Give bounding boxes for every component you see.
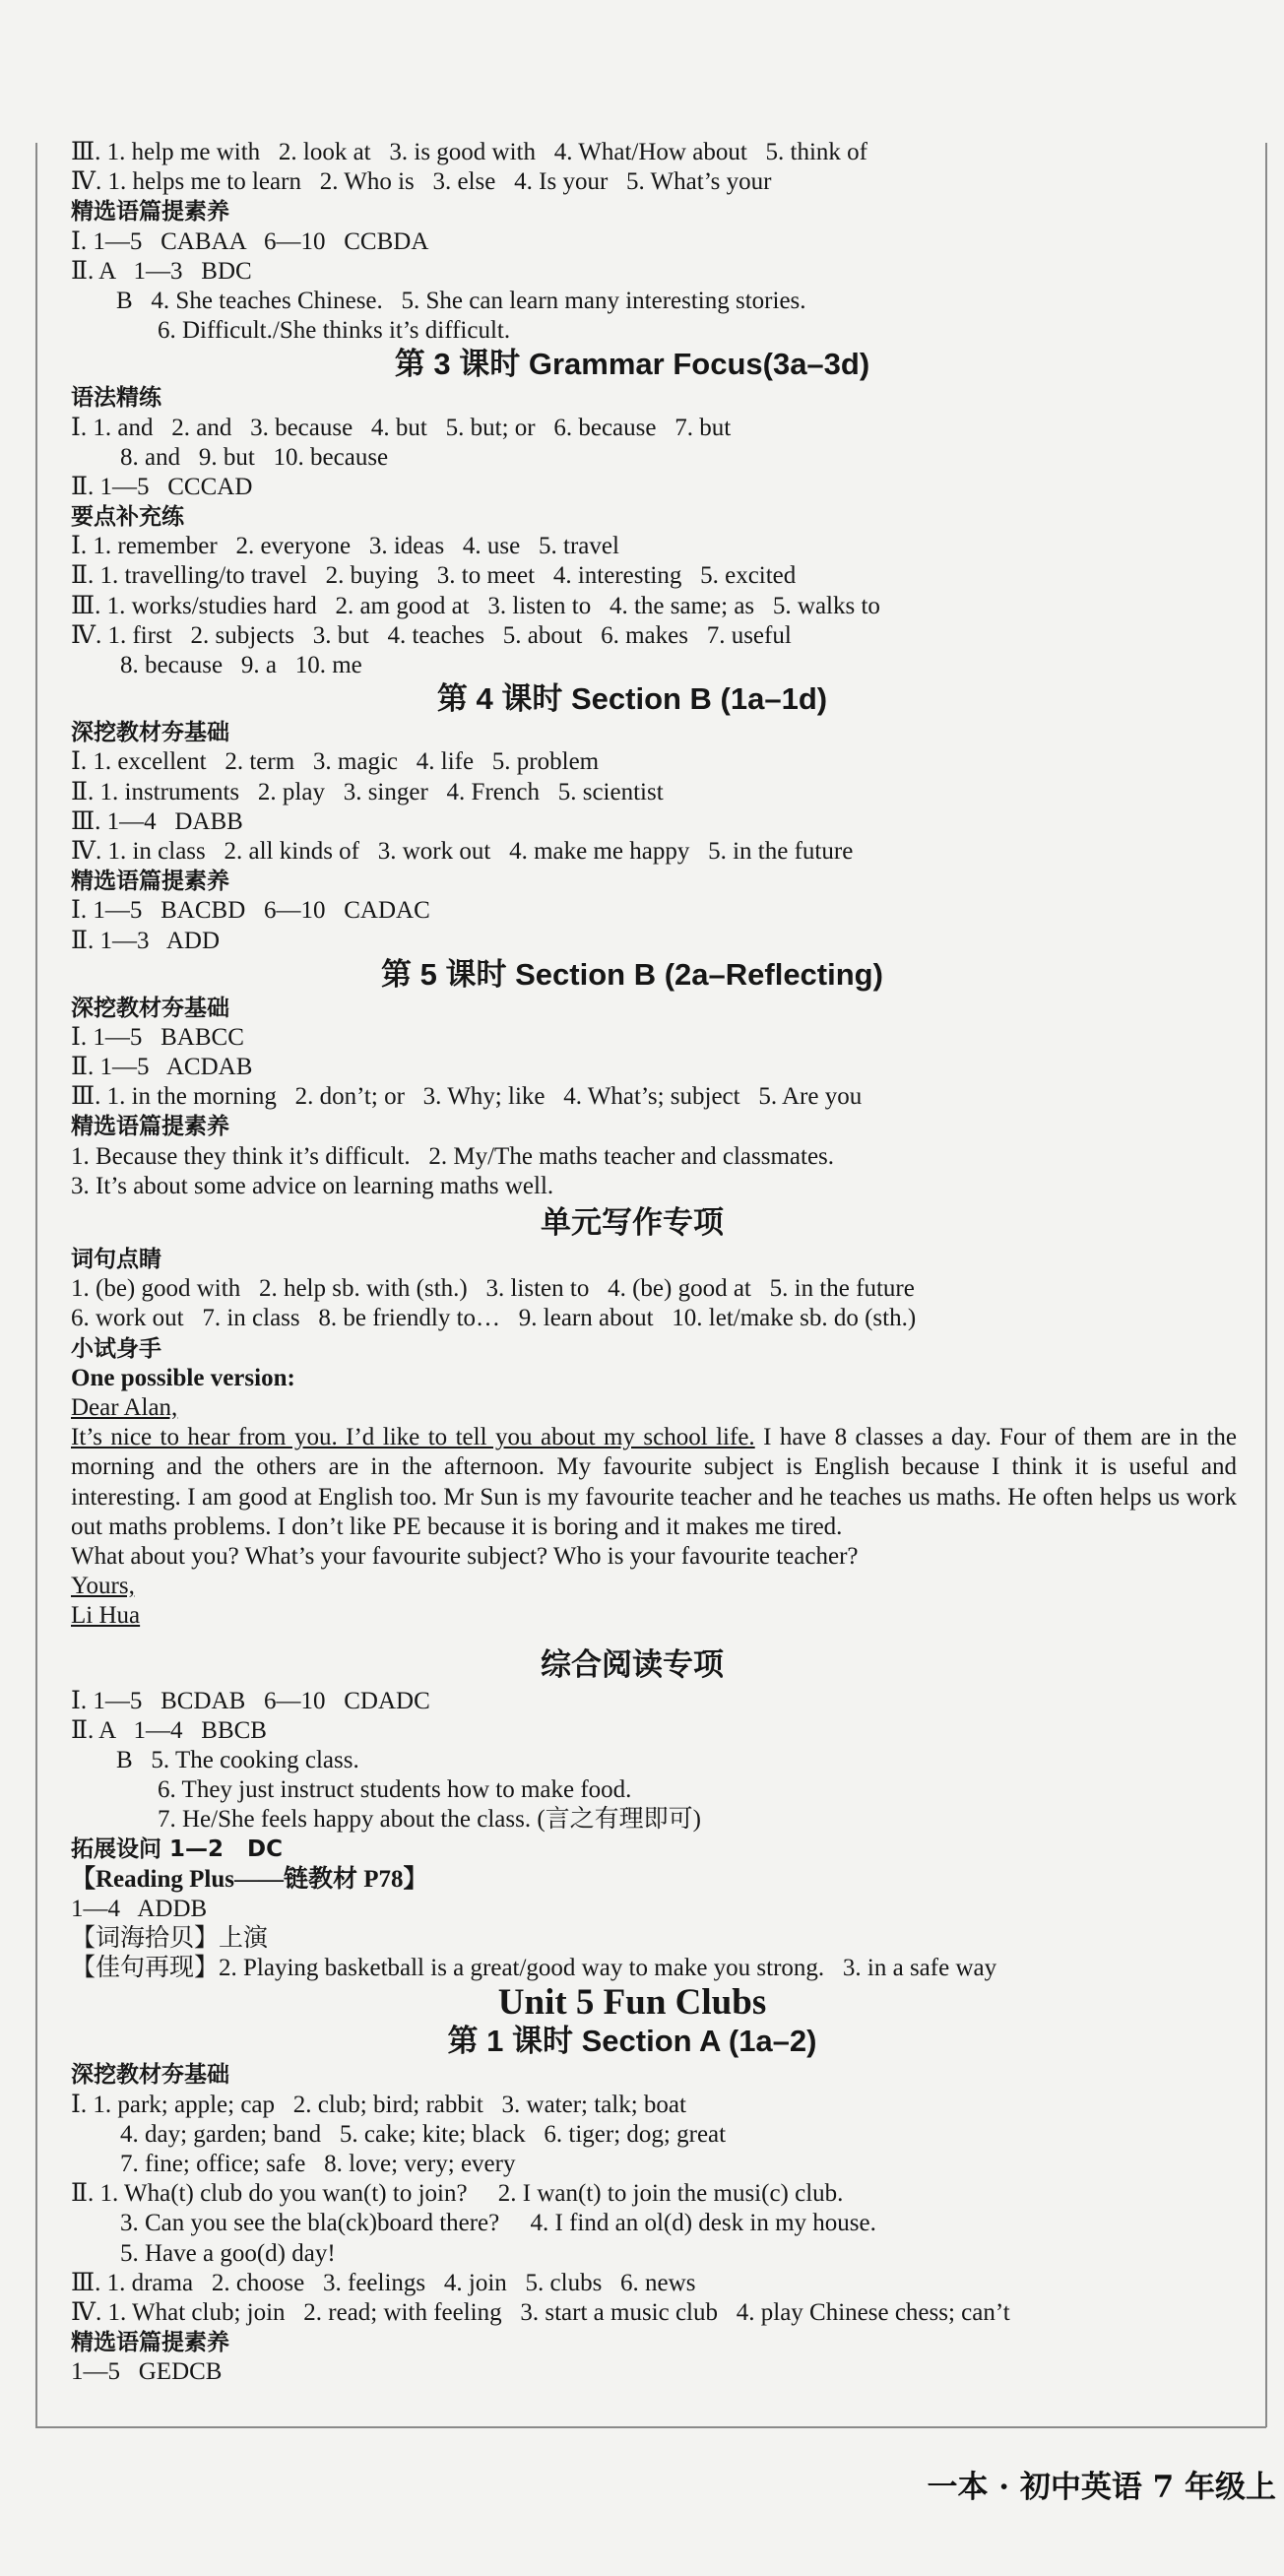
- answer-line: 【佳句再现】2. Playing basketball is a great/good way to make you strong. 3. in a safe way: [71, 1955, 997, 1982]
- right-margin-rule: [1265, 143, 1267, 2427]
- answer-line: 6. work out 7. in class 8. be friendly to… 9. learn about 10. let/make sb. do (sth.): [71, 1305, 917, 1332]
- letter-signature: [71, 1601, 1252, 1631]
- answer-line: 1. Because they think it’s difficult. 2. My/The maths teacher and classmates.: [71, 1142, 835, 1170]
- answer-line: 3. Can you see the bla(ck)board there? 4. I find an ol(d) desk in my house.: [120, 2210, 876, 2237]
- letter-closing-question: What about you? What’s your favourite subject? Who is your favourite teacher?: [71, 1542, 859, 1570]
- section-heading: 精选语篇提素养: [71, 2330, 229, 2356]
- answer-line: 3. It’s about some advice on learning maths well.: [71, 1172, 554, 1199]
- section-heading: 深挖教材夯基础: [71, 995, 229, 1021]
- letter-opening: It’s nice to hear from you. I’d like to tell you about my school life.: [71, 1424, 755, 1451]
- letter-greeting: [71, 1393, 1252, 1423]
- answer-line: 6. Difficult./She thinks it’s difficult.: [158, 317, 511, 345]
- answer-line: Ⅱ. 1—3 ADD: [71, 927, 221, 954]
- answer-line: Ⅱ. 1—5 CCCAD: [71, 473, 253, 500]
- answer-line: Ⅰ. 1—5 CABAA 6—10 CCBDA: [71, 227, 429, 255]
- writing-section-title: 单元写作专项: [541, 1205, 724, 1241]
- answer-line: Ⅰ. 1—5 BCDAB 6—10 CDADC: [71, 1687, 430, 1714]
- answer-line: 5. Have a goo(d) day!: [120, 2239, 336, 2267]
- answer-line: Ⅲ. 1. help me with 2. look at 3. is good with 4. What/How about 5. think of: [71, 139, 867, 165]
- answer-line: Ⅳ. 1. What club; join 2. read; with feeling 3. start a music club 4. play Chinese chess; can’t: [71, 2298, 1010, 2326]
- reading-plus-label: 【Reading Plus——链教材 P78】: [71, 1865, 428, 1893]
- section-heading: 拓展设问 1—2 DC: [71, 1836, 284, 1863]
- section-heading: 语法精练: [71, 385, 161, 412]
- letter-signature-text: Li Hua: [71, 1602, 141, 1630]
- section-heading: 词句点睛: [71, 1247, 161, 1272]
- answer-line: Ⅱ. 1. instruments 2. play 3. singer 4. French 5. scientist: [71, 778, 664, 805]
- answer-line: Ⅲ. 1. drama 2. choose 3. feelings 4. join 5. clubs 6. news: [71, 2269, 696, 2296]
- answer-line: Ⅰ. 1. and 2. and 3. because 4. but 5. but; or 6. because 7. but: [71, 414, 732, 441]
- answer-line: 4. day; garden; band 5. cake; kite; black 6. tiger; dog; great: [120, 2120, 727, 2148]
- answer-line: Ⅲ. 1. works/studies hard 2. am good at 3. listen to 4. the same; as 5. walks to: [71, 592, 880, 619]
- answer-line: Ⅱ. A 1—3 BDC: [71, 257, 252, 285]
- answer-line: B 4. She teaches Chinese. 5. She can learn many interesting stories.: [116, 287, 806, 314]
- lesson-title: 第 4 课时 Section B (1a–1d): [436, 681, 828, 717]
- sample-version-label: One possible version:: [71, 1364, 295, 1391]
- section-heading: 小试身手: [71, 1335, 161, 1362]
- bottom-rule: [35, 2426, 1266, 2428]
- answer-line: Ⅳ. 1. first 2. subjects 3. but 4. teaches 5. about 6. makes 7. useful: [71, 621, 792, 649]
- answer-line: Ⅱ. 1. Wha(t) club do you wan(t) to join? 2. I wan(t) to join the musi(c) club.: [71, 2180, 844, 2208]
- answer-line: Ⅳ. 1. in class 2. all kinds of 3. work out 4. make me happy 5. in the future: [71, 837, 854, 865]
- answer-line: 8. and 9. but 10. because: [120, 443, 389, 471]
- answer-line: Ⅰ. 1—5 BACBD 6—10 CADAC: [71, 897, 430, 925]
- answer-line: 1. (be) good with 2. help sb. with (sth.) 3. listen to 4. (be) good at 5. in the future: [71, 1275, 915, 1303]
- answer-line: Ⅰ. 1. remember 2. everyone 3. ideas 4. use 5. travel: [71, 533, 619, 560]
- answer-line: 7. fine; office; safe 8. love; very; every: [120, 2150, 516, 2177]
- lesson-title: 第 1 课时 Section A (1a–2): [447, 2024, 817, 2059]
- letter-body: [71, 1423, 1237, 1542]
- answer-line: Ⅰ. 1. park; apple; cap 2. club; bird; rabbit 3. water; talk; boat: [71, 2091, 686, 2118]
- answer-line: Ⅲ. 1—4 DABB: [71, 807, 243, 835]
- unit-title: Unit 5 Fun Clubs: [497, 1982, 767, 2024]
- answer-line: Ⅳ. 1. helps me to learn 2. Who is 3. else 4. Is your 5. What’s your: [71, 168, 772, 196]
- answer-line: 1—5 GEDCB: [71, 2358, 223, 2386]
- section-heading: 要点补充练: [71, 504, 184, 531]
- lesson-title: 第 5 课时 Section B (2a–Reflecting): [381, 956, 883, 992]
- answer-line: Ⅰ. 1. excellent 2. term 3. magic 4. life 5. problem: [71, 748, 600, 776]
- section-heading: 精选语篇提素养: [71, 199, 229, 225]
- letter-body-text: I have 8 classes a day. Four of them are in the morning and the others are in the afternoon. My favourite subject is English because I think it is useful and interesting. I am good at English too. Mr Sun is my favourite teacher and he teaches us maths. He often helps us work out maths problems. I don’t like PE because it is boring and it makes me tired.: [71, 1424, 1237, 1540]
- answer-line: Ⅱ. 1. travelling/to travel 2. buying 3. to meet 4. interesting 5. excited: [71, 562, 797, 590]
- answer-content: [71, 138, 1252, 2387]
- answer-line: 8. because 9. a 10. me: [120, 652, 362, 678]
- letter-greeting-text: Dear Alan,: [71, 1393, 178, 1421]
- answer-line: Ⅱ. A 1—4 BBCB: [71, 1716, 267, 1744]
- section-heading: 精选语篇提素养: [71, 869, 229, 895]
- section-heading: 深挖教材夯基础: [71, 2062, 229, 2089]
- section-heading: 精选语篇提素养: [71, 1114, 229, 1140]
- letter-signoff-text: Yours,: [71, 1573, 135, 1600]
- answer-line: 6. They just instruct students how to make food.: [158, 1776, 632, 1804]
- left-margin-rule: [35, 143, 37, 2427]
- answer-line: Ⅱ. 1—5 ACDAB: [71, 1054, 253, 1081]
- answer-line: B 5. The cooking class.: [116, 1746, 359, 1773]
- answer-line: 【词海拾贝】上演: [71, 1925, 269, 1952]
- answer-line: 7. He/She feels happy about the class. (言之有理即可): [158, 1806, 701, 1834]
- answer-line: Ⅲ. 1. in the morning 2. don’t; or 3. Why; like 4. What’s; subject 5. Are you: [71, 1083, 863, 1111]
- letter-signoff: [71, 1572, 1252, 1601]
- reading-section-title: 综合阅读专项: [541, 1646, 724, 1683]
- answer-line: Ⅰ. 1—5 BABCC: [71, 1023, 244, 1051]
- section-heading: 深挖教材夯基础: [71, 720, 229, 746]
- answer-line: 1—4 ADDB: [71, 1895, 208, 1922]
- footer-book-title: 一本 · 初中英语 7 年级上: [927, 2470, 1276, 2505]
- lesson-title: 第 3 课时 Grammar Focus(3a–3d): [394, 347, 870, 382]
